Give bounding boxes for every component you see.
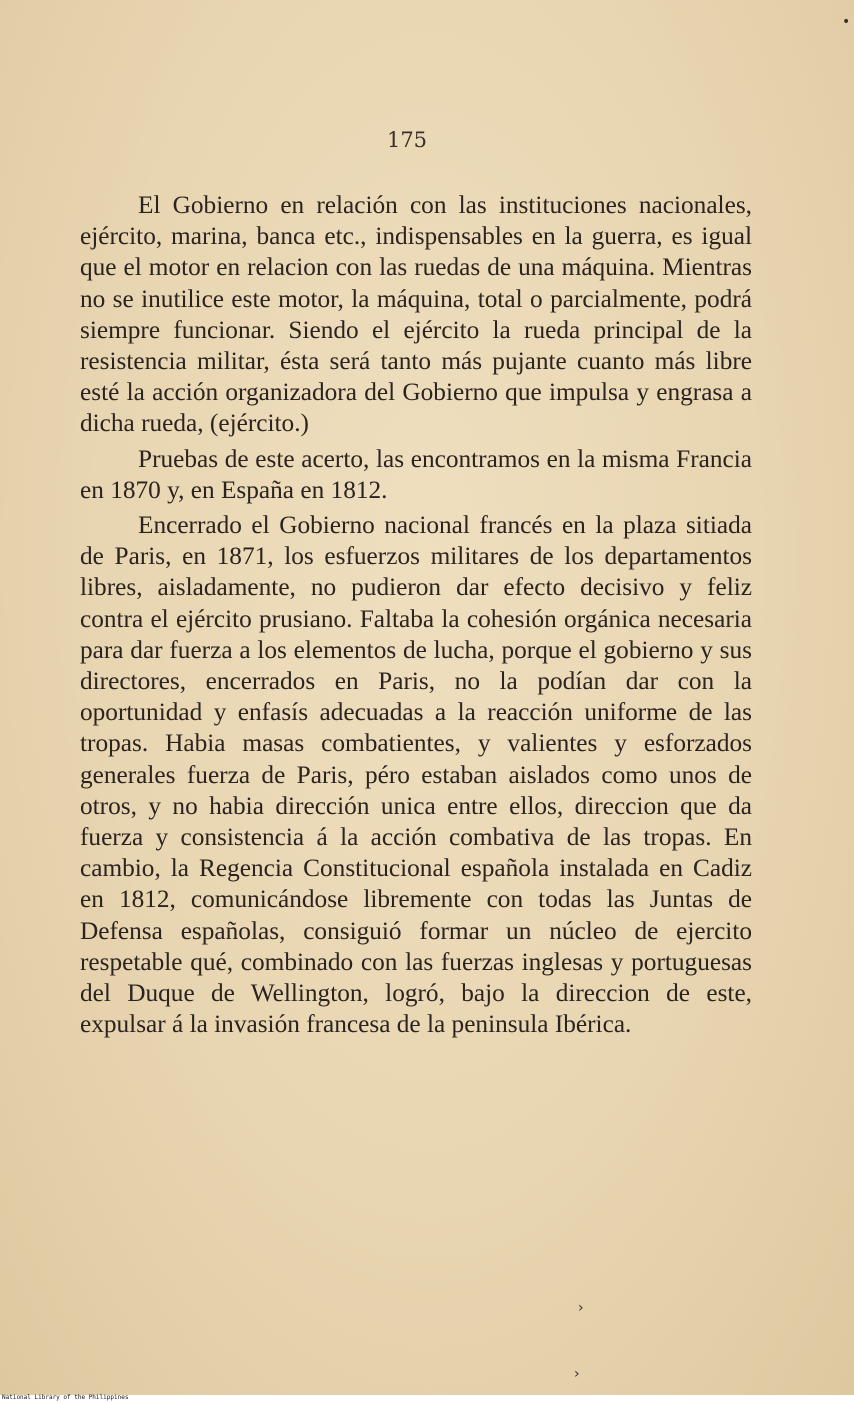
footer-credit: National Library of the Philippines bbox=[2, 1394, 129, 1401]
ink-speck: › bbox=[578, 1300, 584, 1316]
paragraph-2: Pruebas de este acerto, las encontramos en la misma Francia en 1870 y, en España en 1812. bbox=[80, 444, 752, 504]
paragraph-3: Encerrado el Gobierno nacional francés en la plaza sitiada de Paris, en 1871, los esfuerzos militares de los departamentos libres, aisladamente, no pudieron dar efecto decisivo y feliz contra el ejército prusiano. Faltaba la cohesión orgánica necesaria para dar fuerza a los elementos de lucha, porque el gobierno y sus directores, encerrados en Paris, no la podían dar con la oportunidad y enfasís adecuadas a la reacción uniforme de las tropas. Habia masas combatientes, y valientes y esforzados generales fuerza de Paris, péro estaban aislados como unos de otros, y no habia dirección unica entre ellos, direccion que da fuerza y consistencia á la acción combativa de las tropas. En cambio, la Regencia Constitucional española instalada en Cadiz en 1812, comunicándose libremente con todas las Juntas de Defensa españolas, consiguió formar un núcleo de ejercito respetable qué, combinado con las fuerzas inglesas y portuguesas del Duque de Wellington, logró, bajo la direccion de este, expulsar á la invasión francesa de la peninsula Ibérica. bbox=[80, 511, 752, 1039]
ink-speck: › bbox=[574, 1366, 580, 1382]
paragraph-1: El Gobierno en relación con las instituciones nacionales, ejército, marina, banca etc., indispensables en la guerra, es igual que el motor en relacion con las ruedas de una máquina. Mientras no se inutilice este motor, la máquina, total o parcialmente, podrá siempre funcionar. Siendo el ejército la rueda principal de la resistencia militar, ésta será tanto más pujante cuanto más libre esté la acción organizadora del Gobierno que impulsa y engrasa a dicha rueda, (ejército.) bbox=[80, 191, 752, 438]
page-number: 175 bbox=[386, 128, 428, 152]
ink-speck: • bbox=[842, 14, 851, 30]
body-text bbox=[80, 190, 752, 1044]
footer-bar bbox=[0, 1395, 854, 1403]
